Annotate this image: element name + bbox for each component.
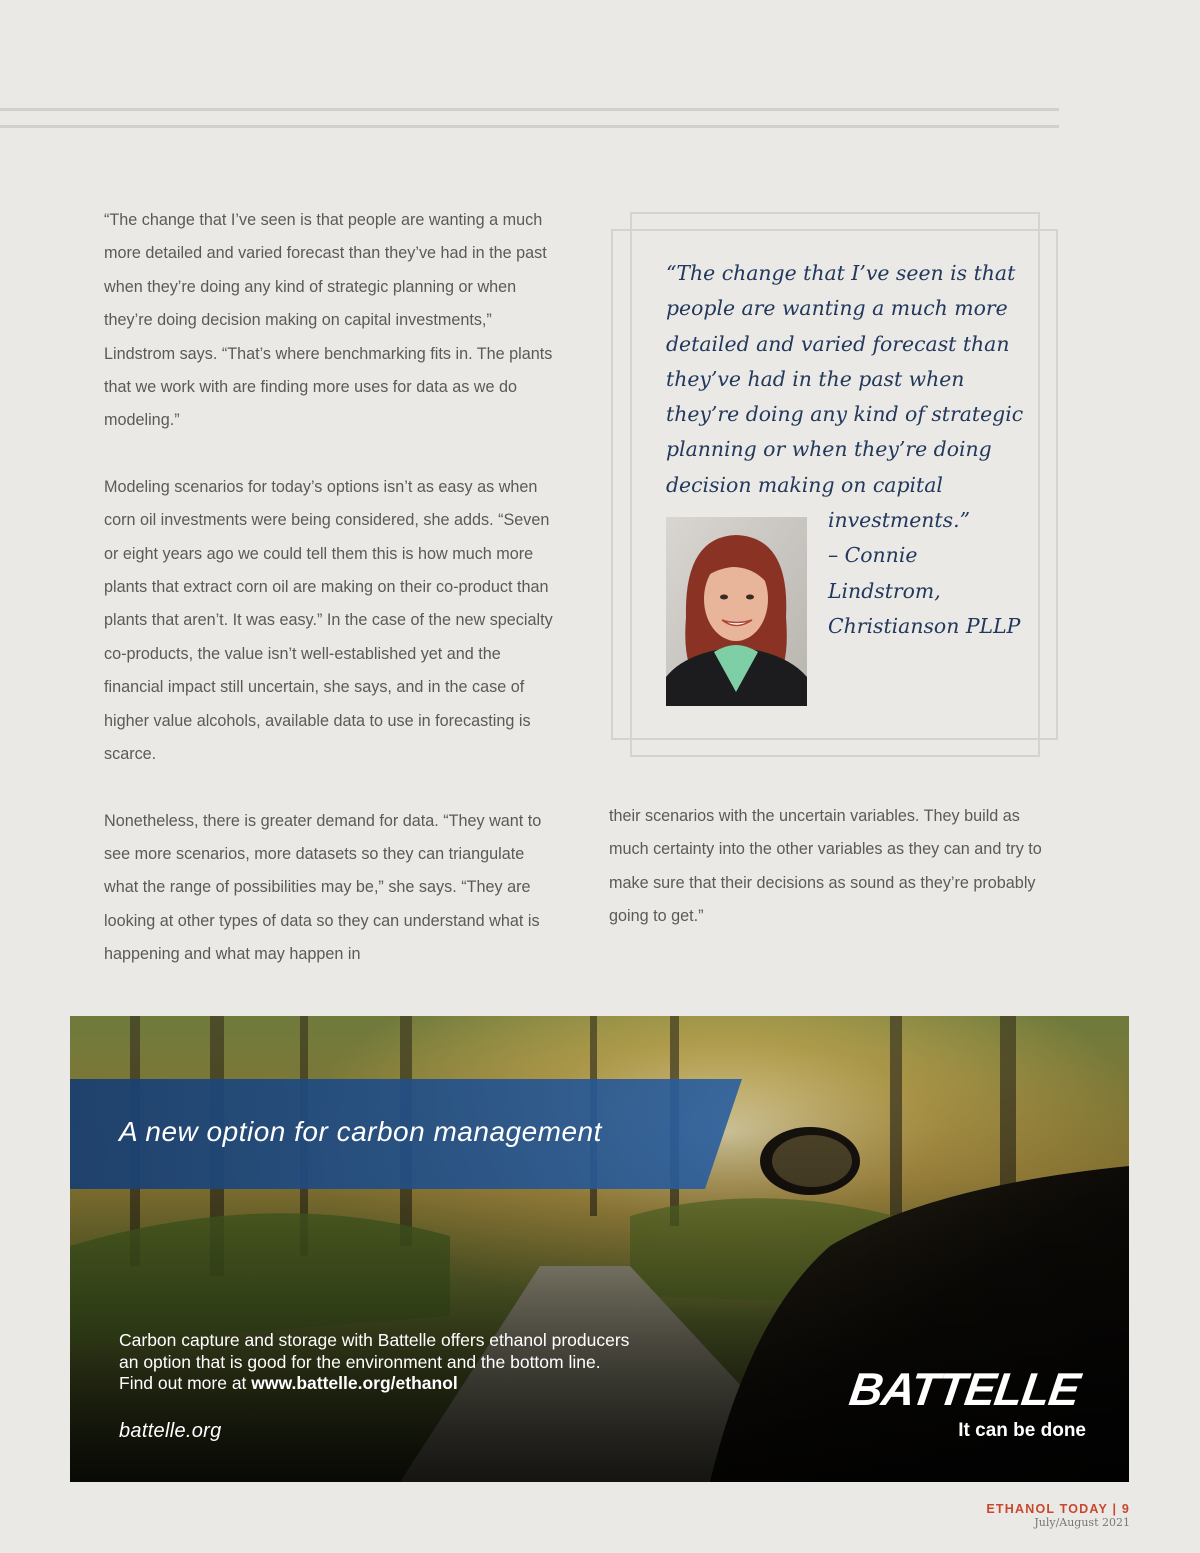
ad-body-prefix: Find out more at bbox=[119, 1373, 252, 1394]
ad-body-copy bbox=[119, 1330, 719, 1395]
paragraph-2: Modeling scenarios for today’s options isn’t as easy as when corn oil investments were being considered, she adds. “Seven or eight years ago we could tell them this is how much more plants that extract corn oil are making on their co-product than plants that aren’t. It was easy.” In the case of the new specialty co-products, the value isn’t well-established yet and the financial impact still uncertain, she says, and in the case of higher value alcohols, available data to use in forecasting is scarce. bbox=[104, 477, 553, 764]
paragraph-4: their scenarios with the uncertain variables. They build as much certainty into the other variables as they can and try to make sure that their decisions as sound as they’re probably going to get.” bbox=[609, 807, 1042, 926]
battelle-advertisement[interactable] bbox=[70, 1016, 1129, 1482]
ad-body-line-3 bbox=[119, 1373, 719, 1395]
ad-body-line-1: Carbon capture and storage with Battelle offers ethanol producers bbox=[119, 1330, 630, 1350]
ad-headline: A new option for carbon management bbox=[119, 1116, 602, 1147]
portrait-photo bbox=[666, 517, 807, 706]
top-rule-second bbox=[0, 125, 1059, 128]
ad-body-line-2: an option that is good for the environment and the bottom line. bbox=[119, 1351, 601, 1372]
top-rule bbox=[0, 108, 1059, 111]
article-left-column bbox=[104, 204, 554, 1005]
attribution-line-1: investments.” bbox=[828, 508, 970, 532]
pull-quote-attribution bbox=[828, 503, 1028, 644]
magazine-page-number: ETHANOL TODAY | 9 bbox=[986, 1502, 1130, 1516]
ad-site-link[interactable]: battelle.org bbox=[119, 1420, 222, 1442]
article-right-column bbox=[609, 800, 1049, 934]
issue-date: July/August 2021 bbox=[1034, 1516, 1130, 1529]
battelle-logo: BATTELLE bbox=[846, 1363, 1083, 1415]
ad-tagline: It can be done bbox=[958, 1420, 1086, 1441]
ad-url-link[interactable]: www.battelle.org/ethanol bbox=[251, 1373, 458, 1394]
attribution-name: – Connie Lindstrom, Christianson PLLP bbox=[828, 543, 1021, 638]
paragraph-1: “The change that I’ve seen is that people are wanting a much more detailed and varied forecast than they’ve had in the past when they’re doing any kind of strategic planning or when they’re doing decision making on capital investments,” Lindstrom says. “That’s where benchmarking fits in. The plants that we work with are finding more uses for data as we do modeling.” bbox=[104, 211, 553, 430]
page-folio bbox=[986, 1502, 1130, 1529]
pull-quote-text: “The change that I’ve seen is that people are wanting a much more detailed and varied forecast than they’ve had in the past when they’re doing any kind of strategic planning or when they’re doing decision making on capital bbox=[666, 261, 1024, 497]
paragraph-3: Nonetheless, there is greater demand for data. “They want to see more scenarios, more datasets so they can triangulate what the range of possibilities may be,” she says. “They are looking at other types of data so they can understand what is happening and what may happen in bbox=[104, 811, 542, 964]
